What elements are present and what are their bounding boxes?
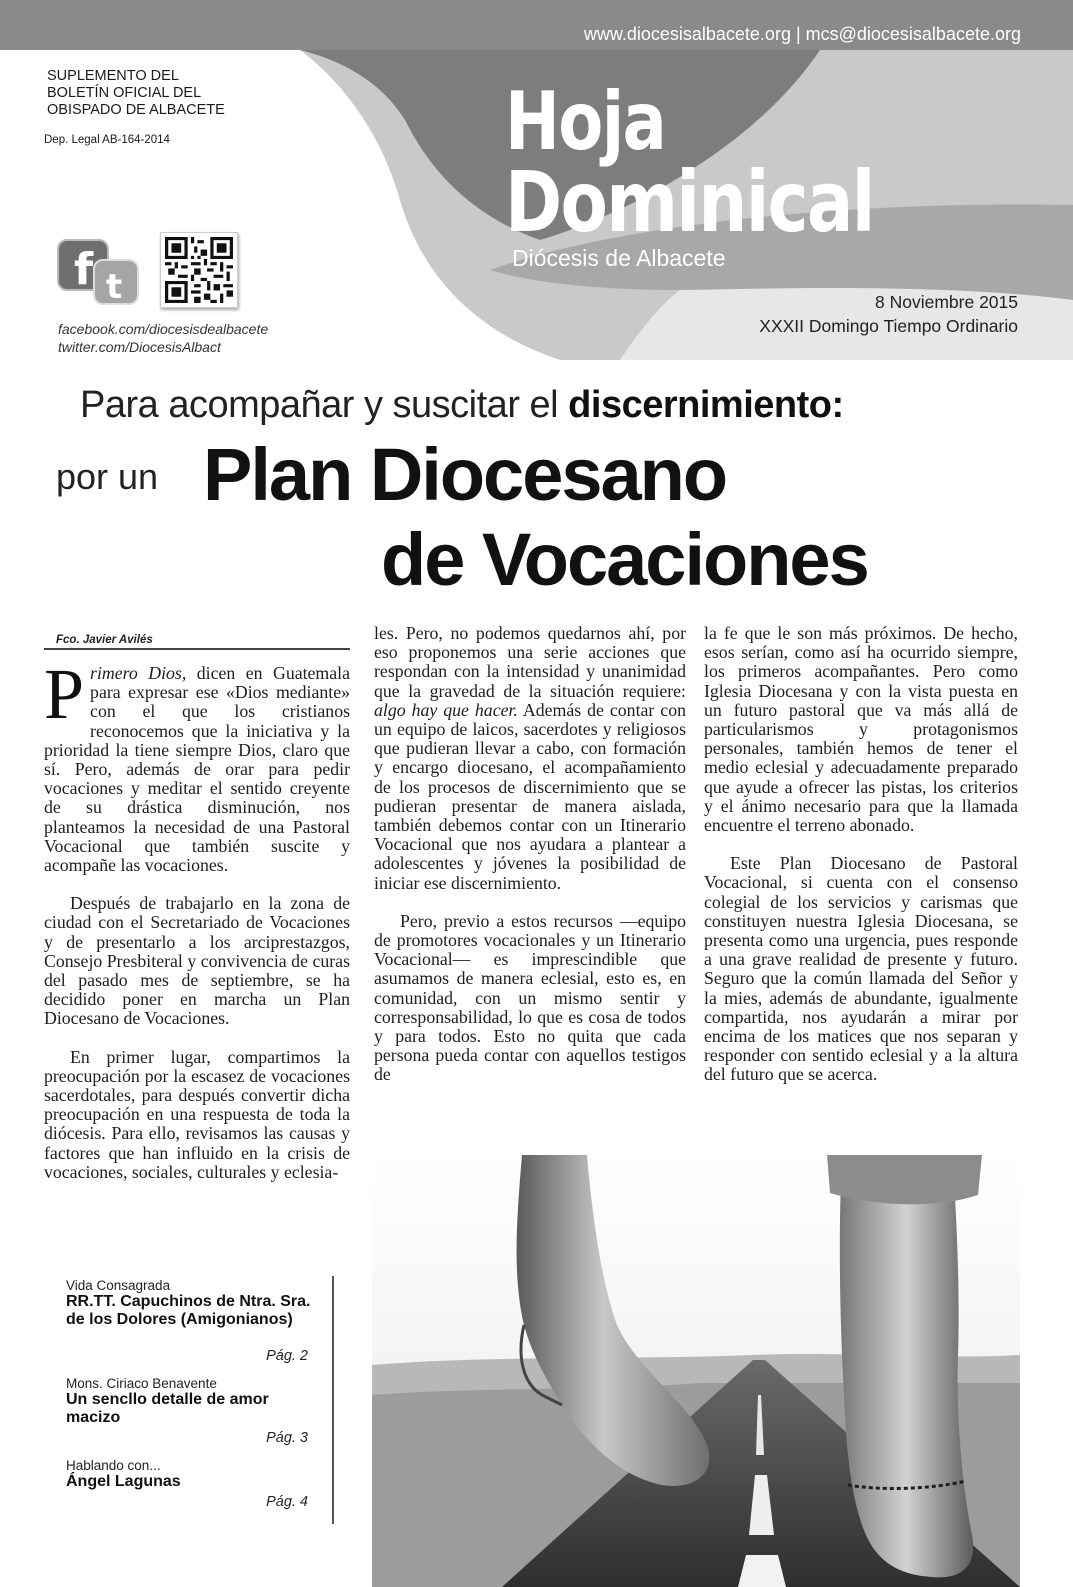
twitter-link[interactable]: twitter.com/DiocesisAlbact [58,339,221,355]
drop-cap: P [44,654,85,734]
headline-kicker [80,384,844,427]
article-italic: algo hay que hacer. [374,699,518,720]
facebook-link[interactable]: facebook.com/diocesisdealbacete [58,321,269,337]
index-page: Pág. 4 [266,1494,308,1510]
article-paragraph [374,624,686,893]
contents-index [60,1278,330,1518]
masthead-logo-line1: Hoja [505,75,666,168]
supplement-notice [47,68,225,119]
kicker-light: Para acompañar y suscitar el [80,384,569,426]
feet-on-road-photo [372,1155,1020,1587]
article-text: les. Pero, no podemos quedarnos ahí, por eso proponemos una serie acciones que respondan con la intensidad y unanimidad que la gravedad de la situación requiere: [374,623,686,701]
kicker-bold: discernimiento: [568,384,844,426]
article-text: Además de contar con un equipo de laicos, sacerdotes y religiosos que pudieran llevar a cabo, con formación y encargo diocesano, el acompañamiento de los procesos de discernimiento que se pudieran presentar de manera aislada, también debemos contar con un Itinerario Vocacional que nos ayudara a plantear a adolescentes y jóvenes la posibilidad de iniciar ese discernimiento. [374,699,686,893]
article-column-3 [704,624,1018,1085]
issue-date: 8 Noviembre 2015 [875,292,1018,312]
website-and-email-links[interactable]: www.diocesisalbacete.org | mcs@diocesisalbacete.org [583,24,1021,44]
article-author: Fco. Javier Avilés [56,634,153,646]
article-column-2 [374,624,686,1085]
article-paragraph [44,654,350,876]
social-links [58,320,268,356]
qr-code-icon[interactable] [160,232,238,308]
index-title: Un sencllo detalle de amor macizo [66,1391,269,1426]
supplement-line: BOLETÍN OFICIAL DEL [47,85,202,101]
article-paragraph: Este Plan Diocesano de Pastoral Vocacional, si cuenta con el consenso colegial de los servicios y carismas que constituyen nuestra Iglesia Diocesana, se presenta como una urgencia, pues responde a una grave realidad de presente y futuro. Seguro que la común llamada del Señor y la mies, además de abundante, igualmente compartida, nos ayudarán a mirar por encima de los matices que nos separan y responder con sentido eclesial y a la altura del futuro que se acerca. [704,853,1018,1085]
index-title: RR.TT. Capuchinos de Ntra. Sra. de los Dolores (Amigonianos) [66,1293,311,1328]
headline-title-line1: Plan Diocesano [203,433,727,516]
qr-code-pattern [165,237,233,303]
svg-text:t: t [106,267,123,306]
supplement-line: SUPLEMENTO DEL [47,68,179,84]
masthead-logo-line2: Dominical [505,153,874,251]
author-divider [44,648,350,650]
headline-title-line2: de Vocaciones [381,518,868,601]
supplement-line: OBISPADO DE ALBACETE [47,102,225,118]
article-italic: rimero Dios, [90,663,187,683]
article-column-1 [44,654,350,1182]
index-page: Pág. 3 [266,1430,308,1446]
article-paragraph: Pero, previo a estos recursos —equipo de promotores vocacionales y un Itinerario Vocacional— es imprescindible que asumamos de manera eclesial, esto es, en comunidad, con un mismo sentir y corresponsabilidad, lo que es cosa de todos y para todos. Esto no quita que cada persona pueda contar con aquellos testigos de [374,910,686,1085]
article-paragraph: la fe que le son más próximos. De hecho, esos serían, como así ha ocurrido siempre, los primeros acompañantes. Pero como Iglesia Diocesana y con la vista puesta en un futuro pastoral que va más allá de particularismos y protagonismos personales, también hemos de tener el medio eclesial y adecuadamente preparado que ayude a ofrecer las pistas, los criterios y el ánimo necesario para que la llamada encuentre el terreno abonado. [704,623,1018,836]
masthead-subtitle: Diócesis de Albacete [512,245,726,271]
index-category: Mons. Ciriaco Benavente [66,1376,217,1391]
index-entry[interactable] [66,1376,322,1446]
headline-prefix: por un [56,456,159,497]
index-entry[interactable] [66,1278,322,1364]
index-divider [332,1276,334,1524]
facebook-twitter-icon[interactable] [56,238,142,306]
article-paragraph: Después de trabajarlo en la zona de ciudad con el Secretariado de Vocaciones y de presentarlo a los arciprestazgos, Consejo Presbiteral y convivencia de curas del pasado mes de septiembre, se ha decidido poner en marcha un Plan Diocesano de Vocaciones. [44,893,350,1029]
legal-deposit: Dep. Legal AB-164-2014 [44,134,170,146]
index-page: Pág. 2 [266,1348,308,1364]
index-entry[interactable] [66,1458,322,1510]
svg-text:f: f [74,244,94,295]
index-category: Vida Consagrada [66,1278,171,1293]
index-category: Hablando con... [66,1458,161,1473]
article-paragraph: En primer lugar, compartimos la preocupación por la escasez de vocaciones sacerdotales, para después convertir dicha preocupación en una respuesta de toda la diócesis. Para ello, revisamos las causas y factores que han influido en la crisis de vocaciones, sociales, culturales y eclesia- [44,1046,350,1182]
liturgical-day: XXXII Domingo Tiempo Ordinario [759,316,1018,336]
article-text: dicen en Guatemala para expresar ese «Dios mediante» con el que los cristianos reconocemos que la iniciativa y la prioridad la tiene siempre Dios, claro que sí. Pero, además de orar para pedir vocaciones y meditar el sentido creyente de su drástica disminución, nos planteamos la necesidad de una Pastoral Vocacional que también suscite y acompañe las vocaciones. [44,663,350,876]
index-title: Ángel Lagunas [66,1473,181,1490]
